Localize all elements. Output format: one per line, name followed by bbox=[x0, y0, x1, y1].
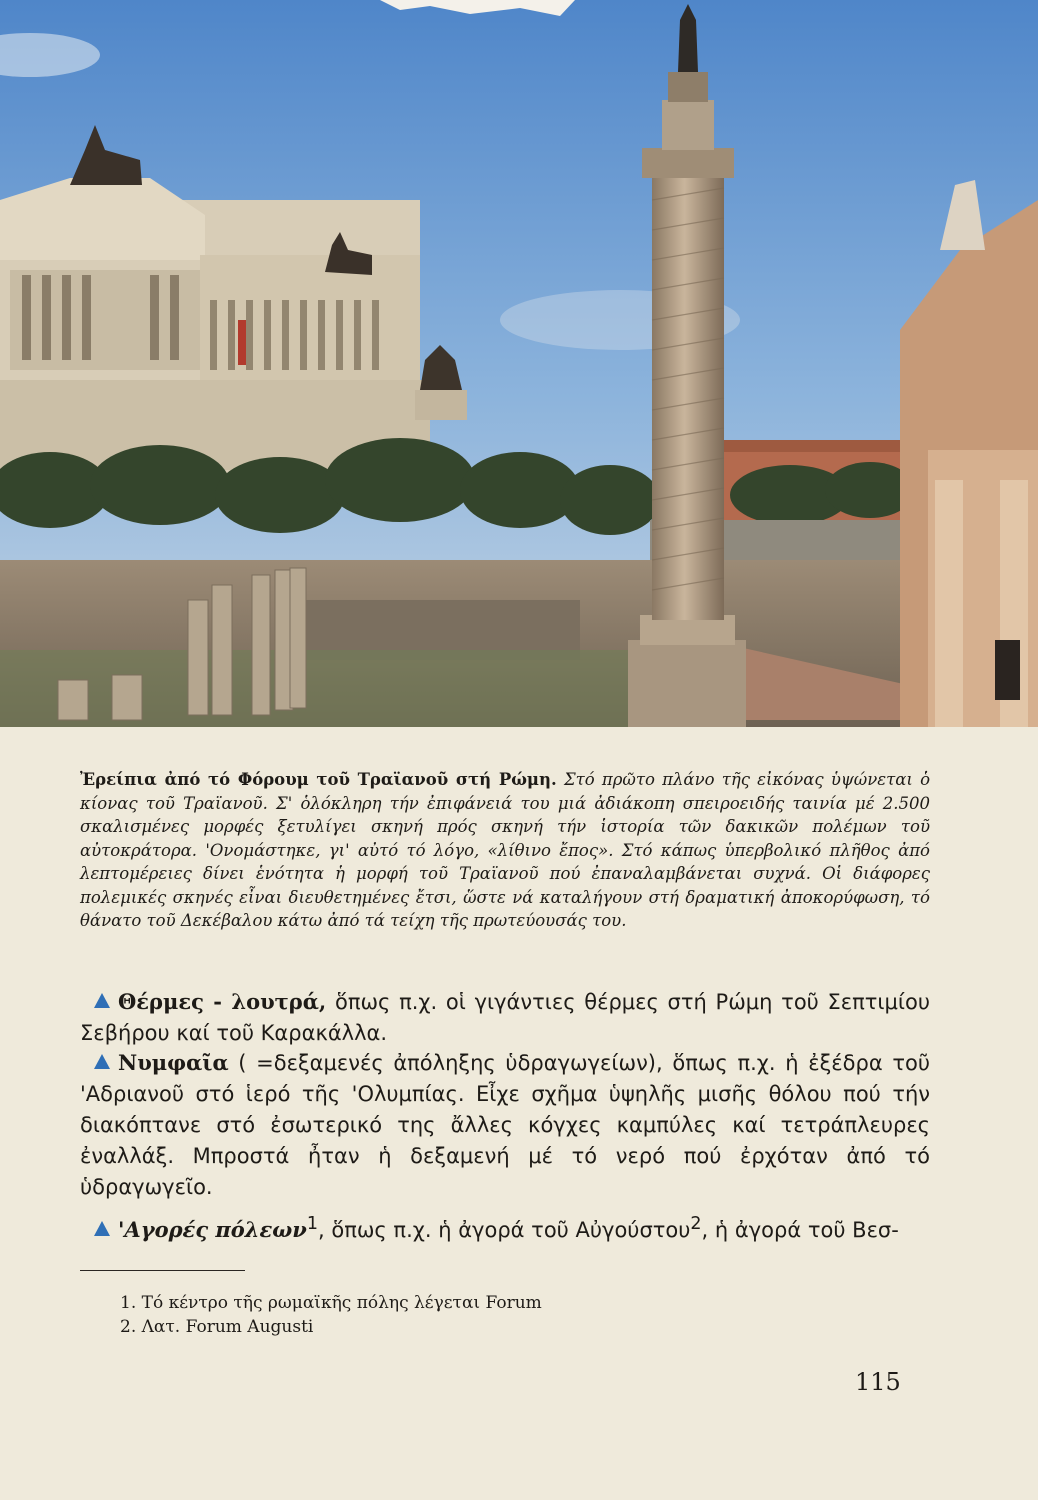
caption-title: Ἐρείπια ἀπό τό Φόρουμ τοῦ Τραϊανοῦ στή Ρώμη. bbox=[80, 770, 557, 789]
blue-triangle-bullet-icon bbox=[94, 1221, 110, 1236]
blue-triangle-bullet-icon bbox=[94, 993, 110, 1008]
paragraph-fora-text-b: , ἡ ἀγορά τοῦ Βεσ- bbox=[701, 1218, 899, 1242]
paragraph-thermae-text: ὅπως π.χ. οἱ γιγάντιες θέρμες στή Ρώμη τοῦ Σεπτιμίου Σεβήρου καί τοῦ Καρακάλλα. bbox=[80, 990, 931, 1045]
paragraph-fora-text-a: , ὅπως π.χ. ἡ ἀγορά τοῦ Αὐγούστου bbox=[318, 1218, 691, 1242]
paragraph-fora bbox=[80, 1209, 930, 1246]
paragraph-nymphaea-text: ( =δεξαμενές ἀπόληξης ὑδραγωγείων), ὅπως π.χ. ἡ ἐξέδρα τοῦ 'Αδριανοῦ στό ἱερό τῆς 'Ολυμπίας. Εἶχε σχῆμα ὑψηλῆς μισῆς θόλου πού τήν διακόπτανε στό ἐσωτερικό της ἄλλες κόγχες καμπύλες καί τετράπλευρες ἐναλλάξ. Μπροστά ἦταν ἡ δεξαμενή μέ τό νερό πού ἐρχόταν ἀπό τό ὑδραγωγεῖο. bbox=[80, 1051, 930, 1199]
term-fora: 'Αγορές πόλεων bbox=[118, 1217, 307, 1242]
paragraph-nymphaea bbox=[80, 1047, 930, 1203]
forum-photo-illustration bbox=[0, 0, 1038, 727]
term-nymphaea: Νυμφαῖα bbox=[118, 1050, 229, 1075]
footnote-ref-1: 1 bbox=[306, 1214, 318, 1234]
paragraph-thermae bbox=[80, 986, 930, 1049]
photo-caption bbox=[80, 768, 930, 933]
footnote-divider bbox=[80, 1270, 245, 1271]
page-number: 115 bbox=[855, 1368, 901, 1396]
footnote-ref-2: 2 bbox=[690, 1214, 702, 1234]
blue-triangle-bullet-icon bbox=[94, 1054, 110, 1069]
forum-photo bbox=[0, 0, 1038, 727]
term-thermae: Θέρμες - λουτρά, bbox=[118, 989, 327, 1014]
caption-text: Στό πρῶτο πλάνο τῆς εἰκόνας ὑψώνεται ὁ κίονας τοῦ Τραϊανοῦ. Σ' ὁλόκληρη τήν ἐπιφάνειά του μιά ἀδιάκοπη σπειροειδής ταινία μέ 2.500 σκαλισμένες μορφές ξετυλίγει σκηνή πρός σκηνή τήν ἱστορία τῶν δακικῶν πολέμων τοῦ αὐτοκράτορα. 'Ονομάστηκε, γι' αὐτό τό λόγο, «λίθινο ἔπος». Στό κάπως ὑπερβολικό πλῆθος ἀπό λεπτομέρειες δίνει ἑνότητα ἡ μορφή τοῦ Τραϊανοῦ πού ἐπαναλαμβάνεται συχνά. Οἱ διάφορες πολεμικές σκηνές εἶναι διευθετημένες ἔτσι, ὥστε νά καταλήγουν στή δραματική ἀποκορύφωση, τό θάνατο τοῦ Δεκέβαλου κάτω ἀπό τά τείχη τῆς πρωτεύουσάς του. bbox=[80, 770, 931, 930]
footnote-1: 1. Τό κέντρο τῆς ρωμαϊκῆς πόλης λέγεται Forum bbox=[120, 1293, 542, 1313]
footnote-2: 2. Λατ. Forum Augusti bbox=[120, 1317, 314, 1337]
